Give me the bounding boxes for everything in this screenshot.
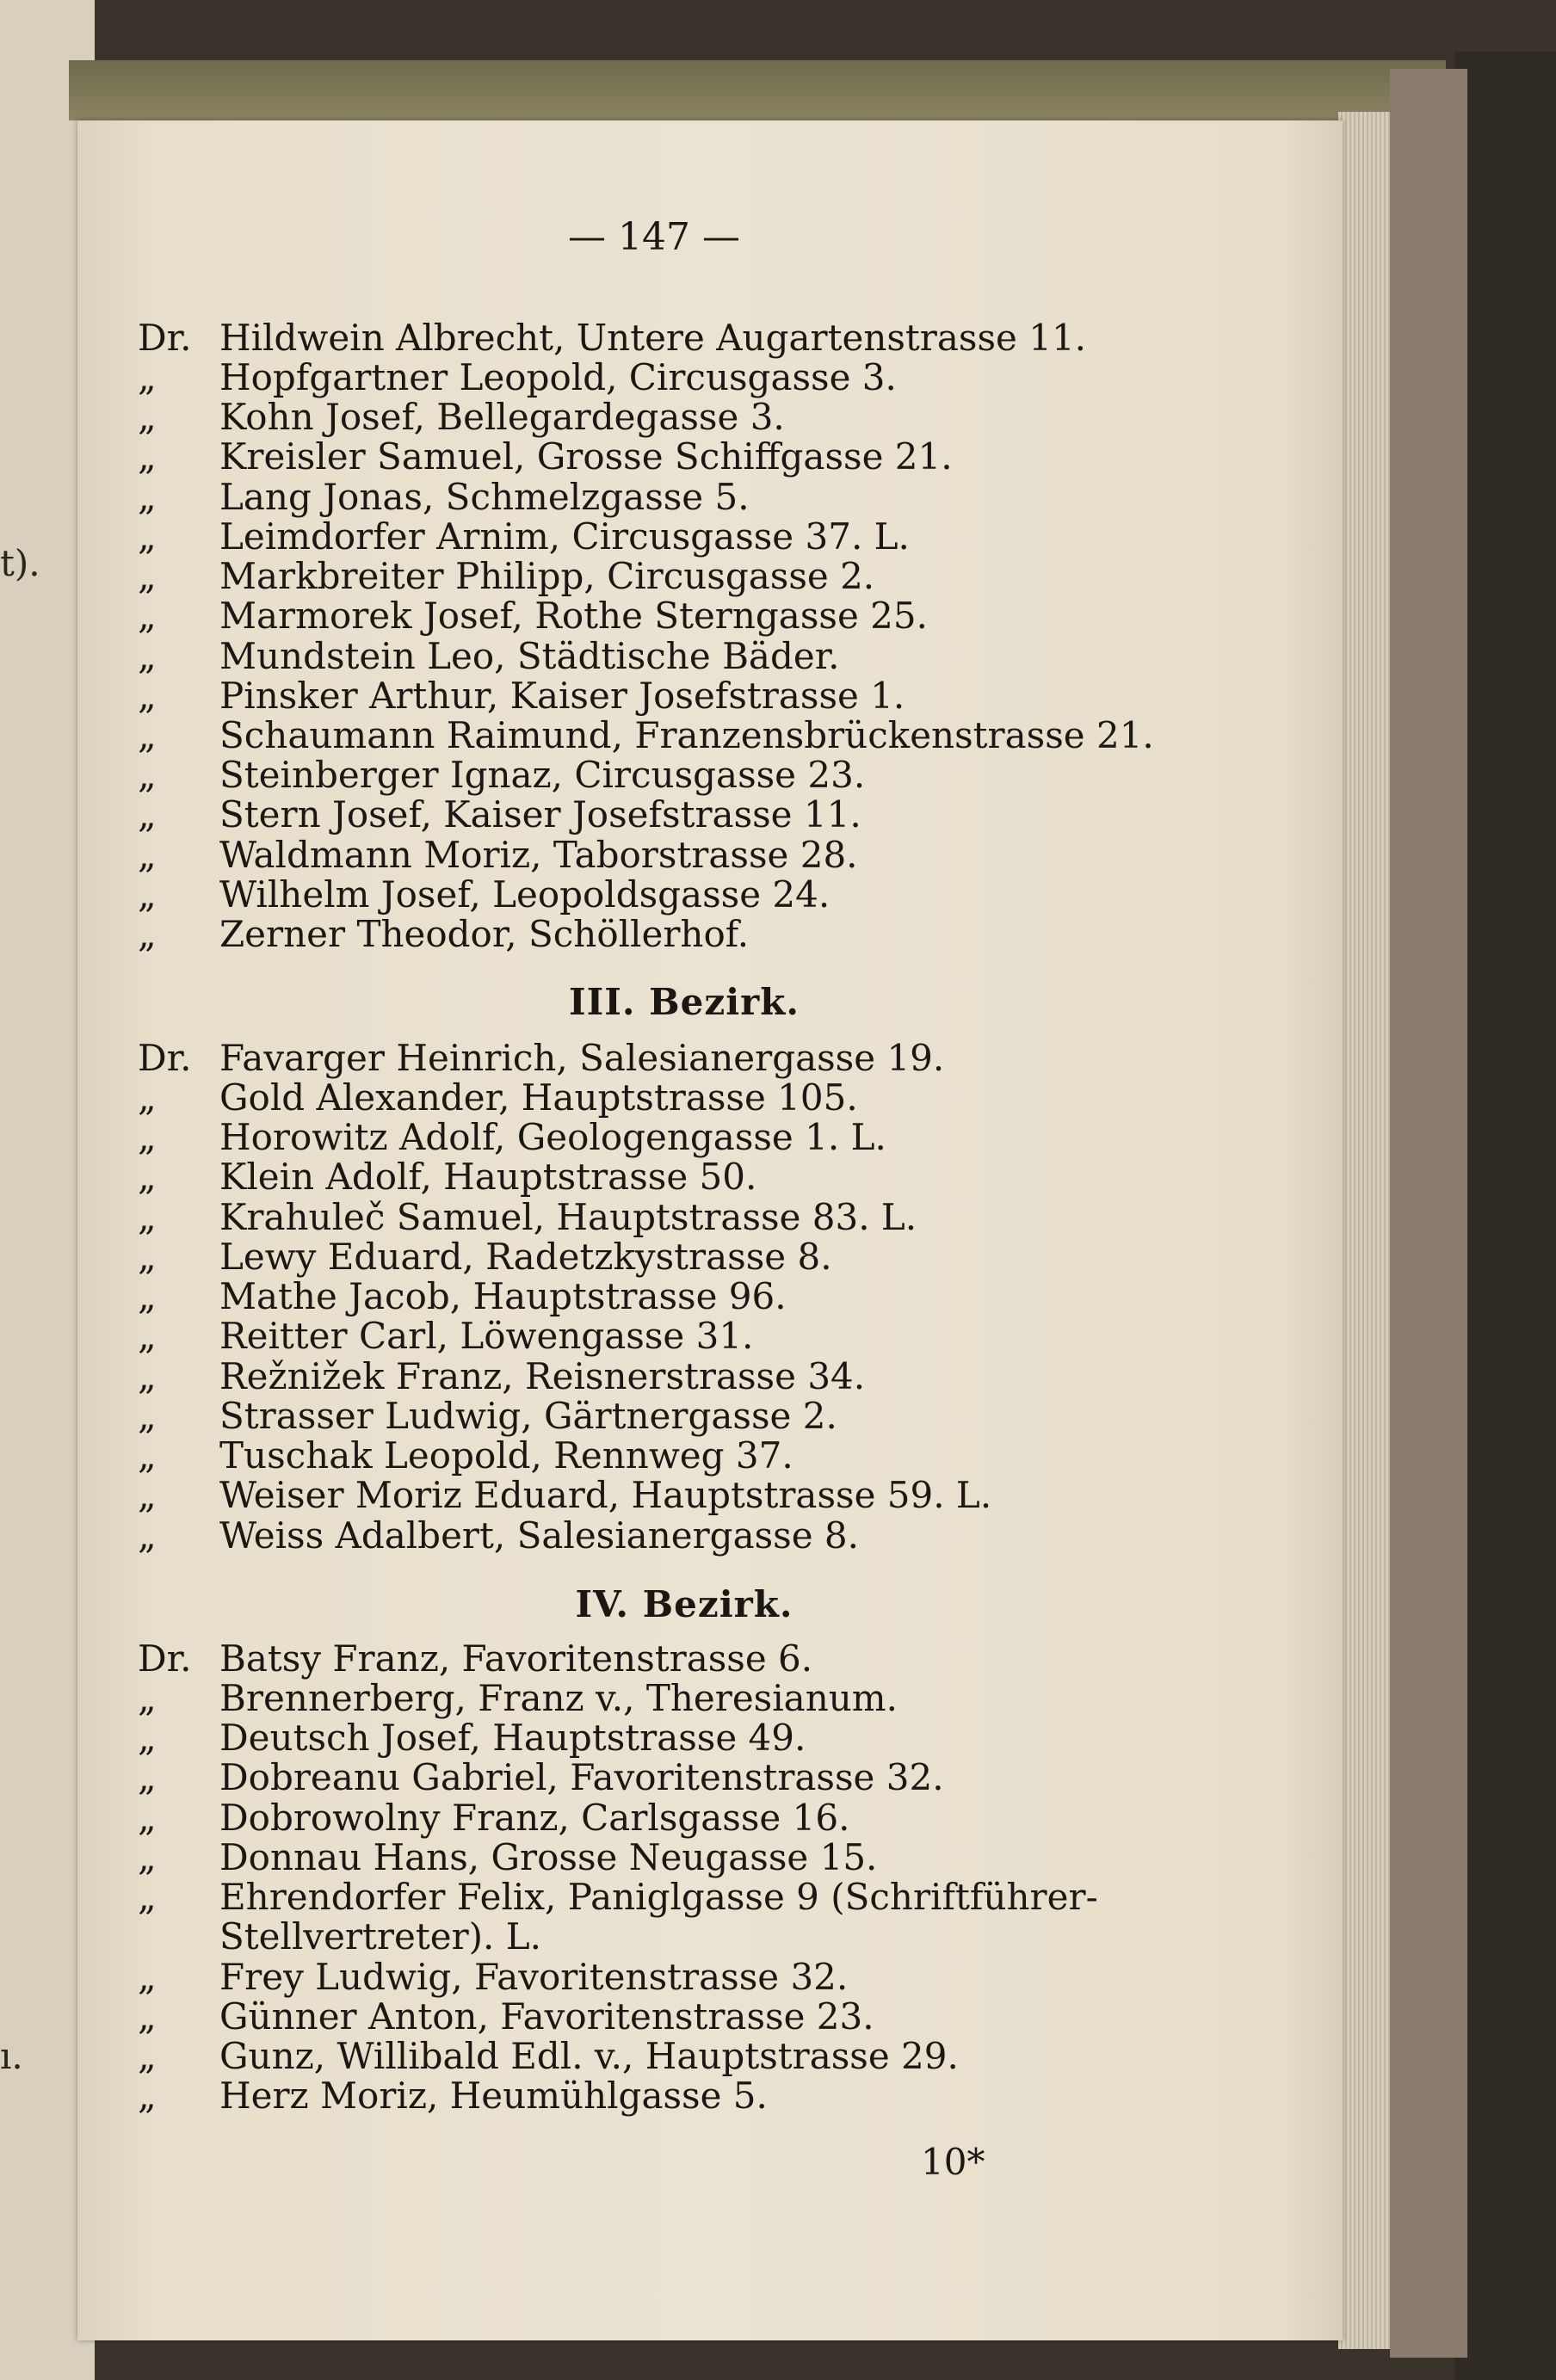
entry-prefix: „ [138, 873, 157, 916]
entry-prefix: „ [138, 635, 157, 677]
entry-prefix: „ [138, 1956, 157, 1998]
entry-text: Lewy Eduard, Radetzkystrasse 8. [219, 1236, 832, 1278]
entry-prefix: Dr. [138, 1037, 192, 1079]
entry-text: Dobreanu Gabriel, Favoritenstrasse 32. [219, 1756, 944, 1798]
entry-prefix: „ [138, 1076, 157, 1119]
entry-prefix: „ [138, 2035, 157, 2077]
background [1454, 52, 1556, 2380]
facing-page-fragment: ı. [0, 2035, 23, 2077]
printer-signature-mark: 10* [921, 2141, 985, 2183]
entry-prefix: „ [138, 1156, 157, 1198]
entry-text: Stellvertreter). L. [219, 1915, 541, 1958]
entry-prefix: „ [138, 1717, 157, 1759]
entry-text: Frey Ludwig, Favoritenstrasse 32. [219, 1956, 849, 1998]
entry-text: Zerner Theodor, Schöllerhof. [219, 913, 750, 955]
section-heading: III. Bezirk. [568, 981, 800, 1023]
entry-prefix: „ [138, 476, 157, 518]
entry-text: Schaumann Raimund, Franzensbrückenstrasse 21. [219, 714, 1154, 756]
entry-prefix: „ [138, 1236, 157, 1278]
entry-prefix: „ [138, 1315, 157, 1357]
entry-prefix: Dr. [138, 1637, 192, 1680]
entry-text: Markbreiter Philipp, Circusgasse 2. [219, 555, 875, 597]
entry-text: Weiss Adalbert, Salesianergasse 8. [219, 1514, 859, 1557]
entry-prefix: Dr. [138, 317, 192, 359]
entry-prefix: „ [138, 913, 157, 955]
entry-text: Favarger Heinrich, Salesianergasse 19. [219, 1037, 945, 1079]
entry-text: Waldmann Moriz, Taborstrasse 28. [219, 834, 858, 876]
entry-text: Strasser Ludwig, Gärtnergasse 2. [219, 1395, 837, 1437]
entry-text: Režnižek Franz, Reisnerstrasse 34. [219, 1355, 866, 1397]
entry-text: Herz Moriz, Heumühlgasse 5. [219, 2075, 768, 2117]
entry-text: Stern Josef, Kaiser Josefstrasse 11. [219, 793, 861, 835]
entry-prefix: „ [138, 675, 157, 717]
entry-prefix: „ [138, 1196, 157, 1238]
entry-text: Horowitz Adolf, Geologengasse 1. L. [219, 1116, 886, 1158]
entry-text: Gold Alexander, Hauptstrasse 105. [219, 1076, 858, 1119]
entry-text: Kreisler Samuel, Grosse Schiffgasse 21. [219, 435, 953, 478]
entry-text: Weiser Moriz Eduard, Hauptstrasse 59. L. [219, 1474, 992, 1516]
entry-text: Steinberger Ignaz, Circusgasse 23. [219, 754, 866, 796]
entry-prefix: „ [138, 1514, 157, 1557]
entry-text: Leimdorfer Arnim, Circusgasse 37. L. [219, 515, 910, 558]
entry-text: Reitter Carl, Löwengasse 31. [219, 1315, 754, 1357]
entry-prefix: „ [138, 1797, 157, 1839]
entry-prefix: „ [138, 1355, 157, 1397]
entry-prefix: „ [138, 1876, 157, 1918]
entry-prefix: „ [138, 356, 157, 398]
entry-prefix: „ [138, 435, 157, 478]
entry-prefix: „ [138, 396, 157, 438]
page-number: — 147 — [568, 215, 740, 259]
entry-prefix: „ [138, 793, 157, 835]
entry-prefix: „ [138, 1116, 157, 1158]
entry-prefix: „ [138, 1677, 157, 1719]
book-top-edge [69, 60, 1446, 120]
entry-prefix: „ [138, 595, 157, 637]
entry-text: Wilhelm Josef, Leopoldsgasse 24. [219, 873, 830, 916]
entry-text: Kohn Josef, Bellegardegasse 3. [219, 396, 785, 438]
entry-text: Hopfgartner Leopold, Circusgasse 3. [219, 356, 897, 398]
entry-prefix: „ [138, 714, 157, 756]
entry-text: Dobrowolny Franz, Carlsgasse 16. [219, 1797, 850, 1839]
entry-prefix: „ [138, 1395, 157, 1437]
entry-prefix: „ [138, 754, 157, 796]
entry-text: Gunz, Willibald Edl. v., Hauptstrasse 29. [219, 2035, 959, 2077]
page-stack-edges [1338, 112, 1390, 2349]
entry-text: Brennerberg, Franz v., Theresianum. [219, 1677, 898, 1719]
entry-text: Donnau Hans, Grosse Neugasse 15. [219, 1836, 878, 1878]
entry-text: Marmorek Josef, Rothe Sterngasse 25. [219, 595, 928, 637]
entry-text: Günner Anton, Favoritenstrasse 23. [219, 1995, 874, 2038]
entry-text: Mundstein Leo, Städtische Bäder. [219, 635, 840, 677]
entry-prefix: „ [138, 1434, 157, 1477]
entry-text: Ehrendorfer Felix, Paniglgasse 9 (Schriftführer- [219, 1876, 1098, 1918]
entry-prefix: „ [138, 1275, 157, 1317]
entry-prefix: „ [138, 515, 157, 558]
entry-prefix: „ [138, 1474, 157, 1516]
entry-text: Mathe Jacob, Hauptstrasse 96. [219, 1275, 787, 1317]
entry-prefix: „ [138, 2075, 157, 2117]
entry-prefix: „ [138, 1836, 157, 1878]
entry-text: Klein Adolf, Hauptstrasse 50. [219, 1156, 757, 1198]
facing-page-fragment: t). [0, 542, 40, 584]
entry-text: Tuschak Leopold, Rennweg 37. [219, 1434, 793, 1477]
entry-prefix: „ [138, 1756, 157, 1798]
entry-text: Batsy Franz, Favoritenstrasse 6. [219, 1637, 813, 1680]
entry-text: Krahuleč Samuel, Hauptstrasse 83. L. [219, 1196, 917, 1238]
entry-prefix: „ [138, 834, 157, 876]
entry-text: Hildwein Albrecht, Untere Augartenstrasse 11. [219, 317, 1087, 359]
book-cover-edge [1390, 69, 1467, 2358]
entry-text: Lang Jonas, Schmelzgasse 5. [219, 476, 750, 518]
entry-prefix: „ [138, 1995, 157, 2038]
section-heading: IV. Bezirk. [575, 1583, 793, 1625]
entry-text: Deutsch Josef, Hauptstrasse 49. [219, 1717, 806, 1759]
entry-prefix: „ [138, 555, 157, 597]
entry-text: Pinsker Arthur, Kaiser Josefstrasse 1. [219, 675, 905, 717]
